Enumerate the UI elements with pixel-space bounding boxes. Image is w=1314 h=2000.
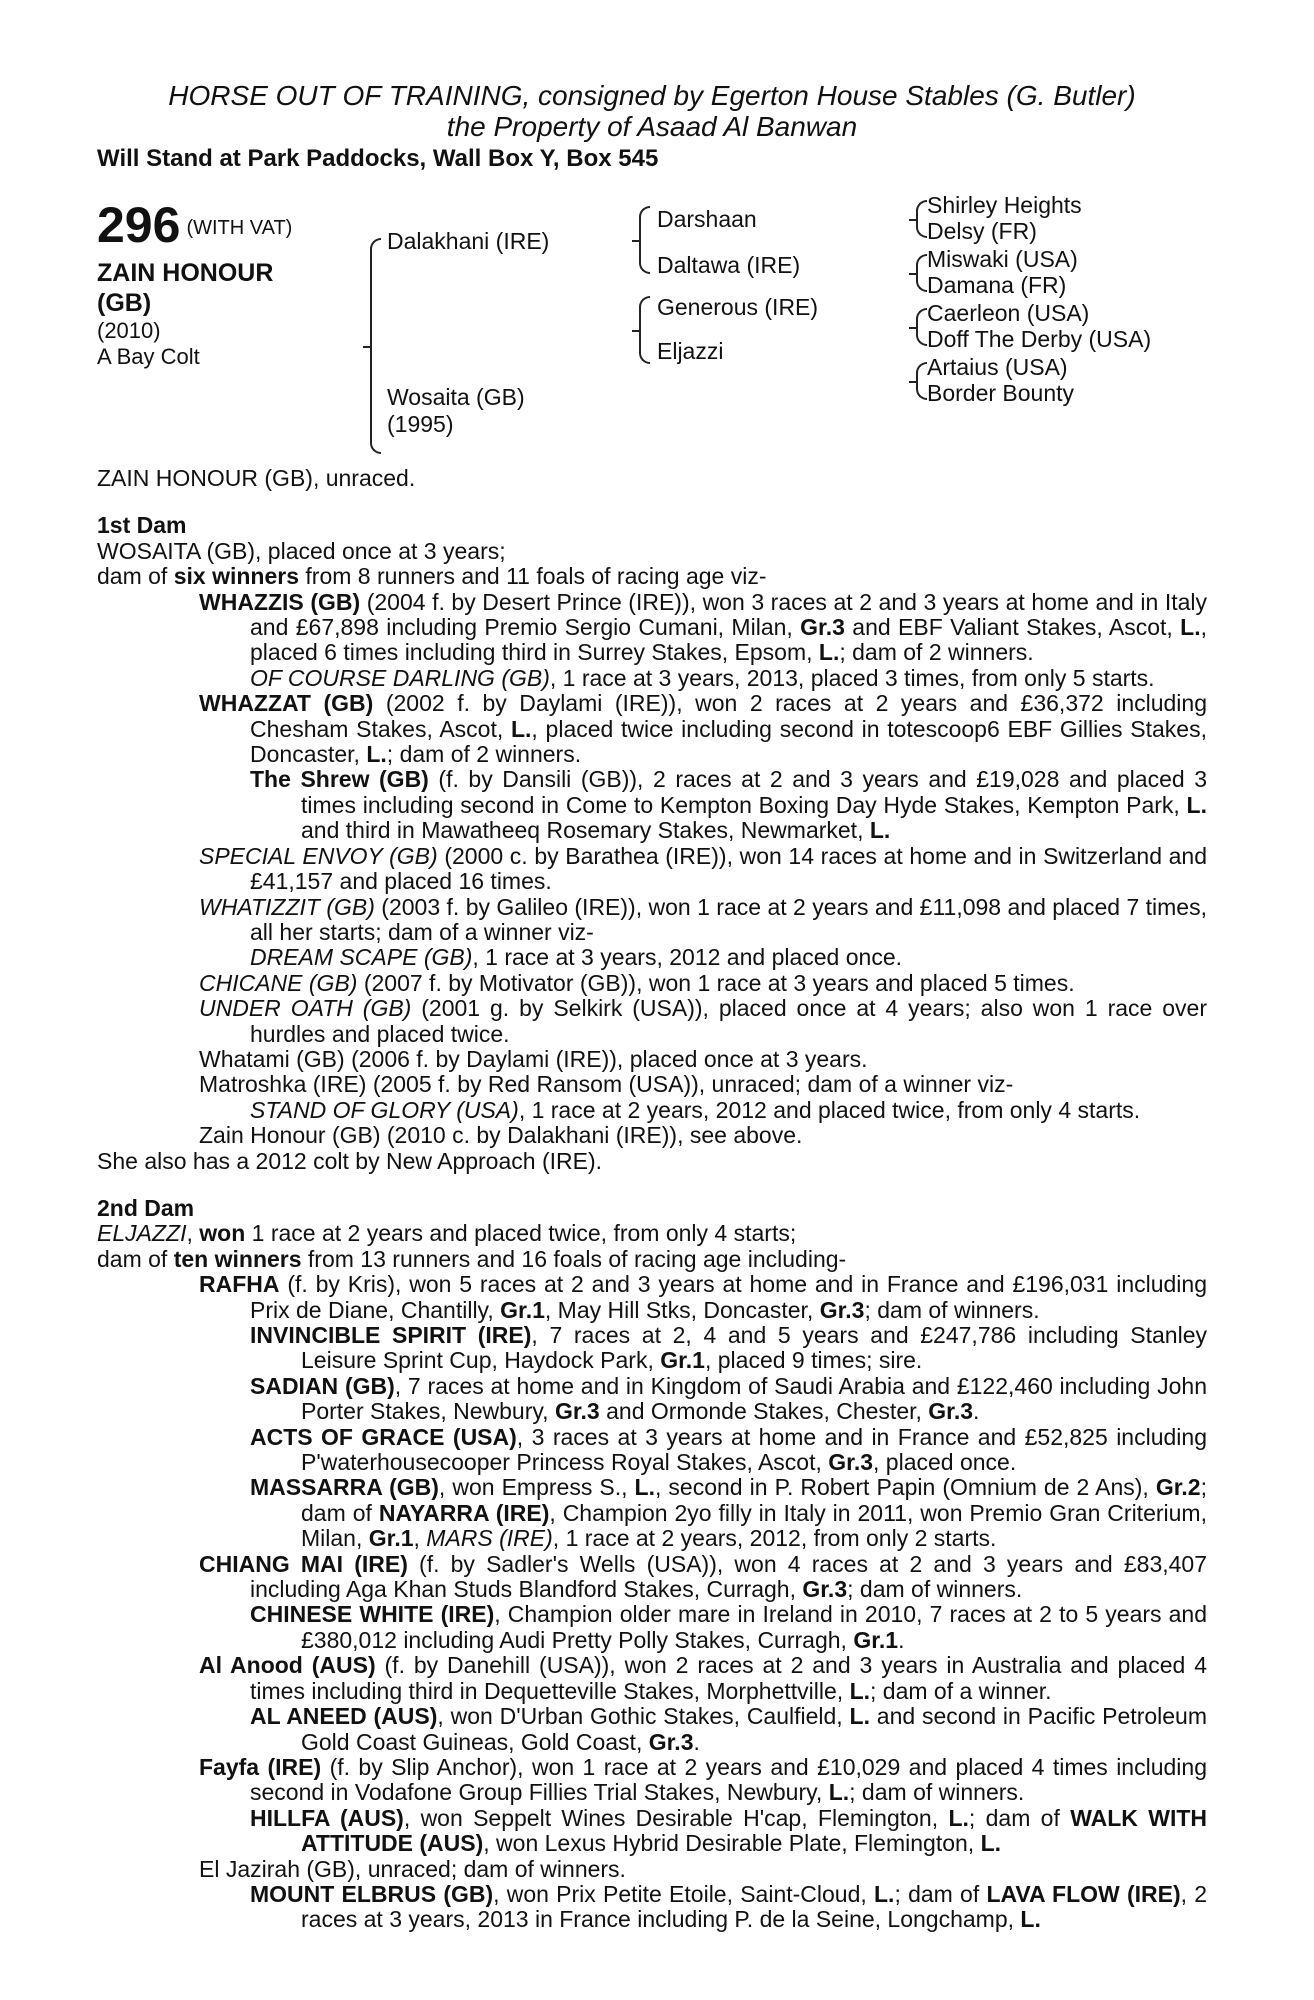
produce-note: She also has a 2012 colt by New Approach (IRE). bbox=[97, 1147, 603, 1174]
first-dam-summary: dam of six winners from 8 runners and 11 foals of racing age viz- bbox=[97, 563, 767, 590]
pedigree-g1: Shirley Heights bbox=[927, 192, 1082, 218]
pedigree-g3: Miswaki (USA) bbox=[927, 246, 1078, 272]
produce-entry: UNDER OATH (GB) (2001 g. by Selkirk (USA)), placed once at 4 years; also won 1 race over hurdles and placed twice. bbox=[199, 995, 1207, 1047]
produce-sub-entry: AL ANEED (AUS), won D'Urban Gothic Stakes, Caulfield, L. and second in Pacific Petroleum Gold Coast Guineas, Gold Coast, Gr.3. bbox=[250, 1703, 1207, 1755]
produce-entry: Whatami (GB) (2006 f. by Daylami (IRE)), placed once at 3 years. bbox=[199, 1045, 868, 1072]
first-dam-line: WOSAITA (GB), placed once at 3 years; bbox=[97, 537, 506, 564]
produce-entry: El Jazirah (GB), unraced; dam of winners. bbox=[199, 1855, 626, 1882]
brace bbox=[916, 254, 927, 292]
produce-entry: CHICANE (GB) (2007 f. by Motivator (GB)), won 1 race at 3 years and placed 5 times. bbox=[199, 969, 1075, 996]
first-dam-heading: 1st Dam bbox=[97, 512, 187, 539]
pedigree-sire: Dalakhani (IRE) bbox=[387, 228, 550, 254]
produce-entry: WHAZZIS (GB) (2004 f. by Desert Prince (IRE)), won 3 races at 2 and 3 years at home and in Italy and £67,898 including Premio Sergio Cumani, Milan, Gr.3 and EBF Valiant Stakes, Ascot, L., placed 6 times including third in Surrey Stakes, Epsom, L.; dam of 2 winners. bbox=[199, 588, 1208, 666]
pedigree-dam: Wosaita (GB) (1995) bbox=[387, 384, 525, 437]
brace bbox=[916, 362, 927, 400]
foaling-year: (2010) bbox=[97, 318, 161, 343]
second-dam-summary: dam of ten winners from 13 runners and 16 foals of racing age including- bbox=[97, 1245, 847, 1272]
produce-sub-entry: CHINESE WHITE (IRE), Champion older mare in Ireland in 2010, 7 races at 2 to 5 years and £380,012 including Audi Pretty Polly Stakes, Curragh, Gr.1. bbox=[250, 1601, 1208, 1653]
produce-entry: Al Anood (AUS) (f. by Danehill (USA)), won 2 races at 2 and 3 years in Australia and placed 4 times including third in Dequetteville Stakes, Morphettville, L.; dam of a winner. bbox=[199, 1652, 1207, 1704]
pedigree-dam-dam: Eljazzi bbox=[657, 338, 724, 364]
produce-sub-entry: MOUNT ELBRUS (GB), won Prix Petite Etoile, Saint-Cloud, L.; dam of LAVA FLOW (IRE), 2 races at 3 years, 2013 in France including P. de la Seine, Longchamp, L. bbox=[250, 1880, 1208, 1933]
pedigree-dam-sire: Generous (IRE) bbox=[657, 294, 819, 320]
catalogue-page bbox=[97, 80, 1207, 1933]
produce-sub-entry: STAND OF GLORY (USA), 1 race at 2 years, 2012 and placed twice, from only 4 starts. bbox=[250, 1096, 1141, 1123]
pedigree-g8: Border Bounty bbox=[927, 380, 1075, 406]
horse-name: ZAIN HONOUR (GB) bbox=[97, 259, 274, 317]
produce-entry: Fayfa (IRE) (f. by Slip Anchor), won 1 race at 2 years and £10,029 and placed 4 times including second in Vodafone Group Fillies Trial Stakes, Newbury, L.; dam of winners. bbox=[199, 1753, 1207, 1806]
pedigree-g6: Doff The Derby (USA) bbox=[927, 326, 1152, 352]
pedigree-sire-dam: Daltawa (IRE) bbox=[657, 252, 801, 278]
produce-sub-entry: SADIAN (GB), 7 races at home and in Kingdom of Saudi Arabia and £122,460 including John Porter Stakes, Newbury, Gr.3 and Ormonde Stakes, Chester, Gr.3. bbox=[250, 1372, 1207, 1425]
pedigree-g5: Caerleon (USA) bbox=[927, 300, 1090, 326]
produce-entry: SPECIAL ENVOY (GB) (2000 c. by Barathea (IRE)), won 14 races at home and in Switzerland and £41,157 and placed 16 times. bbox=[199, 842, 1207, 895]
lot-number: 296 bbox=[97, 197, 181, 253]
pedigree-g7: Artaius (USA) bbox=[927, 354, 1068, 380]
second-dam-heading: 2nd Dam bbox=[97, 1194, 195, 1221]
pedigree-g4: Damana (FR) bbox=[927, 272, 1067, 298]
brace bbox=[639, 296, 650, 364]
produce-entry: CHIANG MAI (IRE) (f. by Sadler's Wells (USA)), won 4 races at 2 and 3 years and £83,407 including Aga Khan Studs Blandford Stakes, Curragh, Gr.3; dam of winners. bbox=[199, 1550, 1207, 1603]
stabling-line: Will Stand at Park Paddocks, Wall Box Y, Box 545 bbox=[97, 145, 659, 172]
owner-line: the Property of Asaad Al Banwan bbox=[446, 111, 858, 142]
produce-sub-entry: OF COURSE DARLING (GB), 1 race at 3 years, 2013, placed 3 times, from only 5 starts. bbox=[250, 664, 1155, 691]
produce-sub-entry: HILLFA (AUS), won Seppelt Wines Desirable H'cap, Flemington, L.; dam of WALK WITH ATTITUDE (AUS), won Lexus Hybrid Desirable Plate, Flemington, L. bbox=[250, 1804, 1207, 1857]
horse-description: A Bay Colt bbox=[97, 344, 200, 369]
brace bbox=[916, 308, 927, 346]
brace bbox=[639, 206, 650, 274]
produce-entry: Matroshka (IRE) (2005 f. by Red Ransom (USA)), unraced; dam of a winner viz- bbox=[199, 1071, 1014, 1098]
consignor-line: HORSE OUT OF TRAINING, consigned by Egerton House Stables (G. Butler) bbox=[168, 80, 1136, 111]
produce-entry: WHAZZAT (GB) (2002 f. by Daylami (IRE)), won 2 races at 2 years and £36,372 including Chesham Stakes, Ascot, L., placed twice including second in totescoop6 EBF Gillies Stakes, Doncaster, L.; dam of 2 winners. bbox=[199, 690, 1208, 768]
lot-info bbox=[97, 198, 337, 370]
brace bbox=[916, 200, 927, 238]
produce-sub-entry: INVINCIBLE SPIRIT (IRE), 7 races at 2, 4 and 5 years and £247,786 including Stanley Leisure Sprint Cup, Haydock Park, Gr.1, placed 9 times; sire. bbox=[250, 1322, 1207, 1374]
intro-line: ZAIN HONOUR (GB), unraced. bbox=[97, 465, 416, 491]
produce-sub-entry: MASSARRA (GB), won Empress S., L., second in P. Robert Papin (Omnium de 2 Ans), Gr.2; dam of NAYARRA (IRE), Champion 2yo filly in Italy in 2011, won Premio Gran Criterium, Milan, Gr.1, MARS (IRE), 1 race at 2 years, 2012, from only 2 starts. bbox=[250, 1474, 1207, 1552]
second-dam-line: ELJAZZI, won 1 race at 2 years and placed twice, from only 4 starts; bbox=[97, 1220, 797, 1247]
pedigree-table bbox=[97, 192, 1207, 454]
produce-sub-entry: DREAM SCAPE (GB), 1 race at 3 years, 2012 and placed once. bbox=[250, 944, 902, 971]
pedigree-g2: Delsy (FR) bbox=[927, 218, 1037, 244]
vat-note: (WITH VAT) bbox=[186, 217, 293, 239]
catalogue-body bbox=[97, 466, 1207, 1933]
produce-sub-entry: The Shrew (GB) (f. by Dansili (GB)), 2 races at 2 and 3 years and £19,028 and placed 3 times including second in Come to Kempton Boxing Day Hyde Stakes, Kempton Park, L. and third in Mawatheeq Rosemary Stakes, Newmarket, L. bbox=[250, 766, 1208, 844]
pedigree-sire-sire: Darshaan bbox=[657, 206, 757, 232]
produce-entry: RAFHA (f. by Kris), won 5 races at 2 and 3 years at home and in France and £196,031 including Prix de Diane, Chantilly, Gr.1, May Hill Stks, Doncaster, Gr.3; dam of winners. bbox=[199, 1271, 1207, 1323]
brace bbox=[370, 238, 381, 454]
produce-entry: WHATIZZIT (GB) (2003 f. by Galileo (IRE)), won 1 race at 2 years and £11,098 and placed 7 times, all her starts; dam of a winner viz- bbox=[199, 893, 1207, 945]
produce-sub-entry: ACTS OF GRACE (USA), 3 races at 3 years at home and in France and £52,825 including P'waterhousecooper Princess Royal Stakes, Ascot, Gr.3, placed once. bbox=[250, 1423, 1207, 1476]
produce-entry: Zain Honour (GB) (2010 c. by Dalakhani (IRE)), see above. bbox=[199, 1122, 803, 1149]
